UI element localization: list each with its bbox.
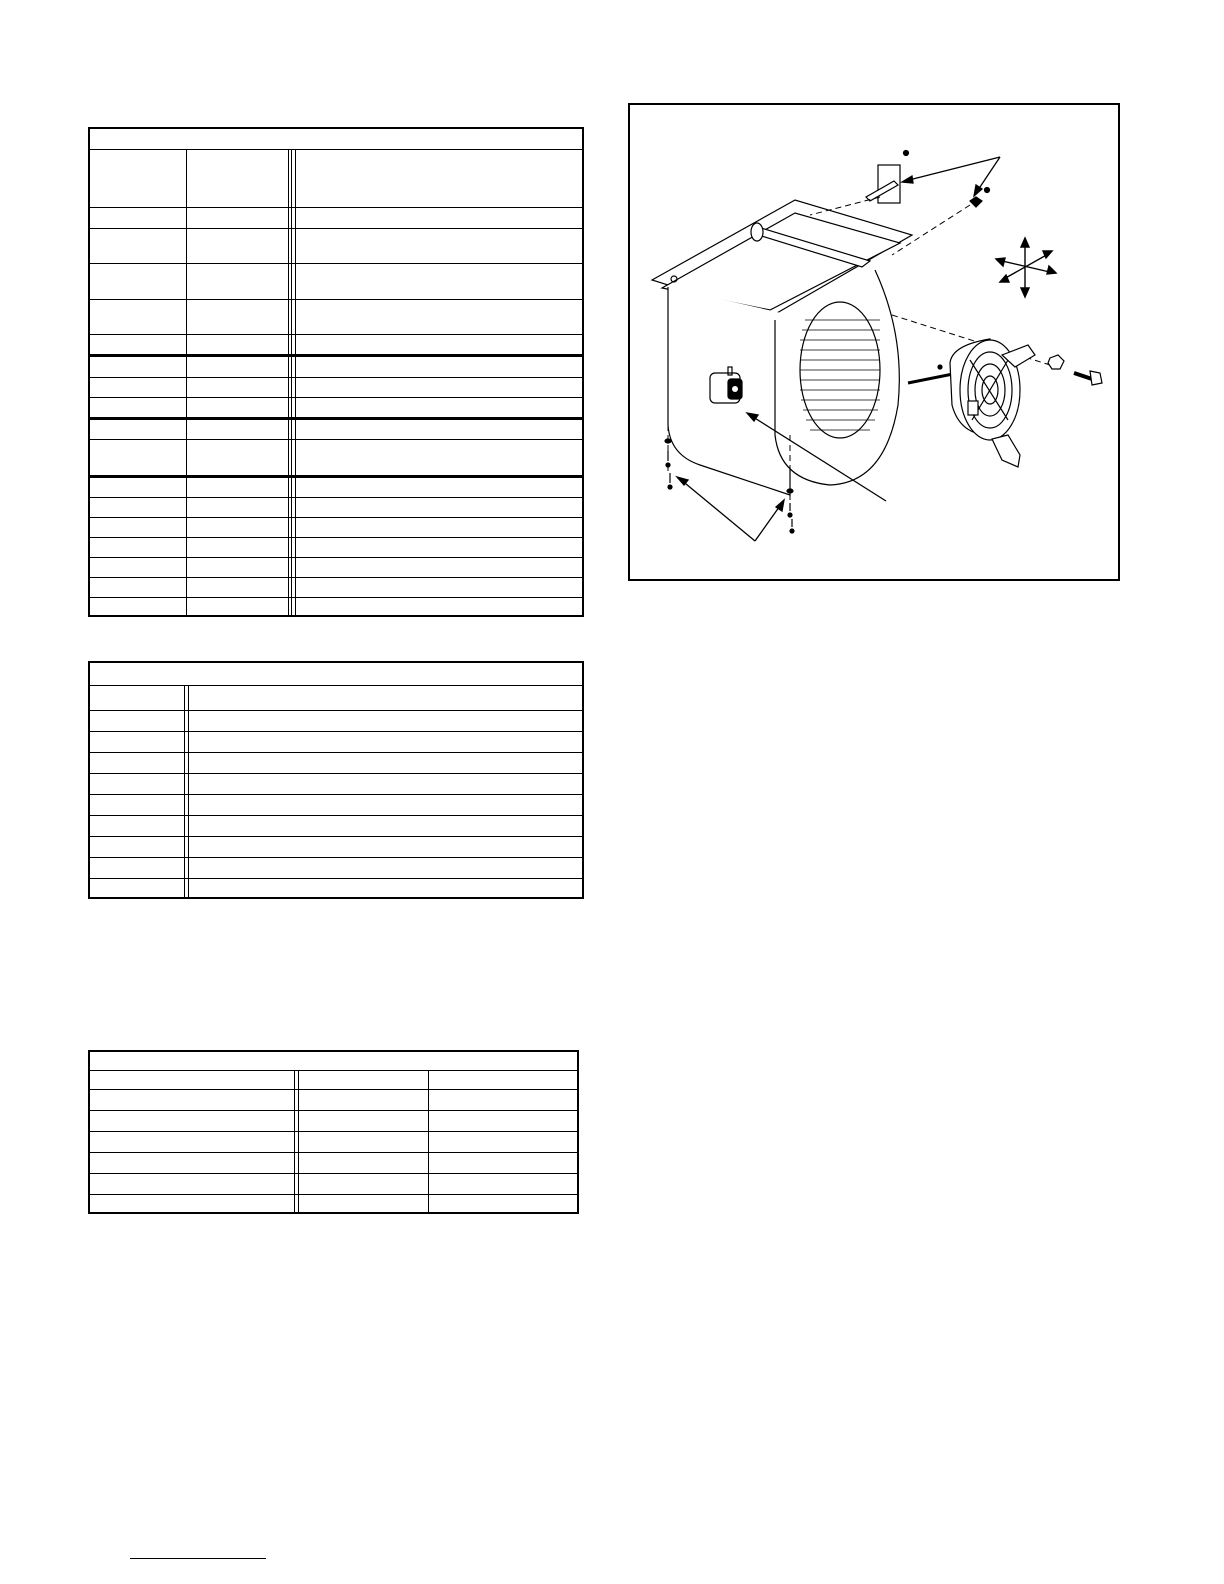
motor-icon: [908, 339, 1035, 467]
table-2-header-divider: [90, 685, 582, 686]
bolt-icon: [1074, 371, 1102, 385]
table-3: [88, 1050, 579, 1214]
footer-rule: [130, 1558, 266, 1559]
table-1-row: [90, 475, 582, 478]
table-1-col-divider: [288, 149, 289, 615]
table-2-col-divider-double: [184, 685, 189, 897]
table-1: [88, 127, 584, 617]
table-3-col-divider-double: [294, 1070, 299, 1212]
nut-icon: [1048, 355, 1064, 369]
table-1-row: [90, 334, 582, 335]
table-3-row: [90, 1089, 577, 1090]
blower-assembly-drawing: [630, 105, 1118, 579]
table-2-row: [90, 857, 582, 858]
table-1-row: [90, 228, 582, 229]
table-1-row: [90, 263, 582, 264]
table-1-row: [90, 557, 582, 558]
table-1-row: [90, 537, 582, 538]
table-1-row: [90, 354, 582, 357]
table-1-row: [90, 417, 582, 420]
table-2-row: [90, 773, 582, 774]
table-1-row: [90, 597, 582, 598]
table-1-row: [90, 497, 582, 498]
table-2-row: [90, 752, 582, 753]
table-1-row: [90, 207, 582, 208]
blower-housing-icon: [652, 200, 912, 495]
direction-arrows-icon: [996, 238, 1056, 297]
table-2: [88, 661, 584, 899]
mounting-bracket-icon: [866, 151, 990, 208]
table-2-row: [90, 710, 582, 711]
table-3-header-divider: [90, 1070, 577, 1071]
table-1-col-divider-double: [291, 149, 296, 615]
table-1-row: [90, 439, 582, 440]
table-2-row: [90, 815, 582, 816]
table-1-header-divider: [90, 149, 582, 150]
blower-assembly-figure: [628, 103, 1120, 581]
table-2-row: [90, 878, 582, 879]
table-1-row: [90, 517, 582, 518]
table-2-row: [90, 794, 582, 795]
table-1-row: [90, 299, 582, 300]
table-3-row: [90, 1194, 577, 1195]
table-2-row: [90, 731, 582, 732]
table-3-row: [90, 1110, 577, 1111]
table-1-col-divider: [186, 149, 187, 615]
table-3-row: [90, 1173, 577, 1174]
table-3-col-divider: [428, 1070, 429, 1212]
table-3-row: [90, 1152, 577, 1153]
table-1-row: [90, 397, 582, 398]
table-1-row: [90, 577, 582, 578]
table-2-row: [90, 836, 582, 837]
table-1-row: [90, 377, 582, 378]
table-3-row: [90, 1131, 577, 1132]
